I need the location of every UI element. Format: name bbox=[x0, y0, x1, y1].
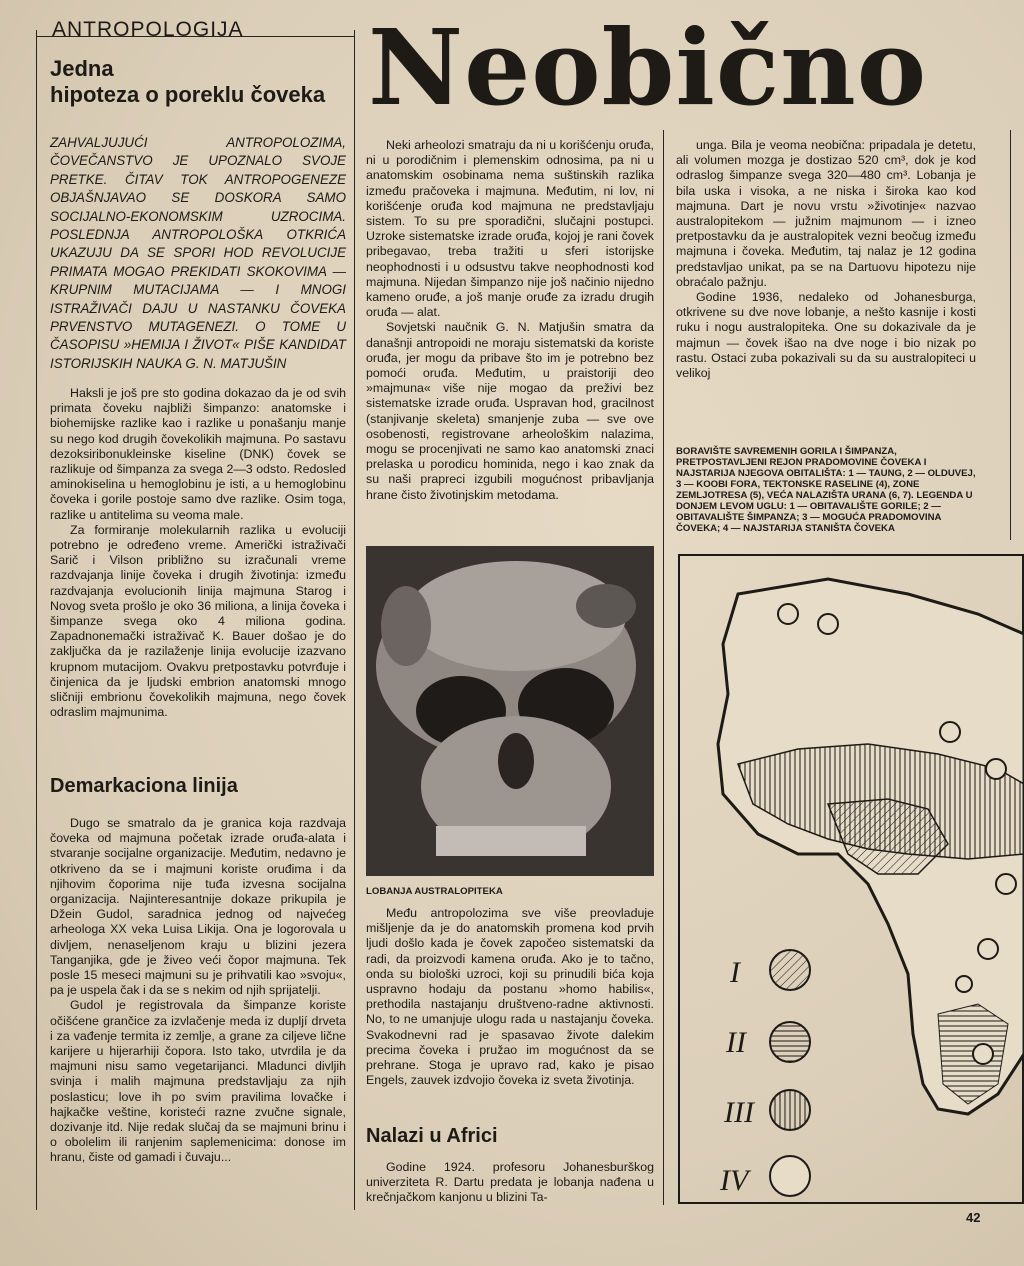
paragraph: Neki arheolozi smatraju da ni u korišćenju oruđa, ni u porodičnim i plemenskim odnosima, pa ni u anatomskim osobinama nema suštinskih razlika između pračoveka i majmuna. Međutim, ni lov, ni korišćenje oruđa kod majmuna ne predstavljaju sistem. To su pre sporadični, slučajni postupci. Uzroke sistematske izrade oruđa, kojoj je rani čovek pribegavao, treba tražiti u sferi istorijske neophodnosti i u odsustvu takve neophodnosti kod majmuna. Nijedan šimpanzo nije još načinio nijedno kameno oruđe, a još manje oruđe za izradu drugih oruđa — alat. bbox=[366, 138, 654, 320]
photo-caption: LOBANJA AUSTRALOPITEKA bbox=[366, 886, 503, 897]
africa-map-svg bbox=[678, 554, 1024, 1204]
column-rule-right bbox=[1010, 130, 1011, 540]
column-rule-2 bbox=[663, 130, 664, 1205]
legend-symbol-4 bbox=[770, 1156, 810, 1196]
column-rule-1 bbox=[354, 30, 355, 1210]
paragraph: Gudol je registrovala da šimpanze koriste očišćene grančice za izvlačenje meda iz dupljí drveta i za vađenje termita iz zemlje, a grane za ciljeve lične karijere u hijerarhiji čopora. Isto tako, utvrdila je da majmuni nisu samo vegetarijanci. Mladunci divljih svinja i malih majmuna predstavljaju za njih poslasticu; love ih po svim pravilima lovačke i hajkačke veštine, koristeći razne zvučne signale, dozivanje itd. Nije redak slučaj da se majmuni brinu i o obolelim ili ranjenim saplemenicima: donose im hranu, čiste od gamadi i čuvaju... bbox=[50, 998, 346, 1165]
column-1b bbox=[50, 816, 346, 1166]
paragraph: Među antropolozima sve više preovladuje mišljenje da je do anatomskih promena kod prvih ljudi došlo kada je čovek započeo sistematski da radi, da proizvodi kamena oruđa. Ako je to tačno, onda su biološki uzroci, koji su prinudili bića koja uspravno hodaju da postanu »homo habilis«, prethodila nastajanju društveno-radne aktivnosti. No, to ne umanjuje ulogu rada u nastajanju čoveka. Svakodnevni rad je spasavao živote dalekim precima čoveka i pružao im mogućnost da se prehrane. Stoga je upravo rad, kako je pisao Engels, zauvek izdvojio čoveka iz sveta životinja. bbox=[366, 906, 654, 1088]
legend-symbol-2 bbox=[770, 1022, 810, 1062]
paragraph: Godine 1936, nedaleko od Johanesburga, otkrivene su dve nove lobanje, a nešto kasnije i kosti ruku i nogu australopiteka. One su dokazivale da je majmun — čovek išao na dve noge i bio nizak po rastu. Ostaci zuba pokazivali su da su australopiteci u velikoj bbox=[676, 290, 976, 381]
section-label: ANTROPOLOGIJA bbox=[52, 18, 244, 41]
paragraph: Za formiranje molekularnih razlika u evoluciji potrebno je određeno vreme. Američki istraživači Sarič i Vilson približno su izračunali vreme razdvajanja linije čoveka i drugih životinja: između razdvajanja evolucionih linija majmuna Starog i Novog sveta prošlo je oko 36 miliona, a linija čoveka i šimpanze svega oko 4 miliona godina. Zapadnonemački istraživač K. Bauer došao je do zaključka da je razilaženje linija evolucije izazvano krupnom mutacijom. Ovakvu pretpostavku potvrđuje i činjenica da je ljudski embrion anatomski mnogo sličniji embrionu čovekolikih majmuna, nego čovek odraslim majmunima. bbox=[50, 522, 346, 720]
skull-photo-image bbox=[366, 546, 654, 876]
headline-small bbox=[50, 56, 350, 108]
column-3 bbox=[676, 138, 976, 381]
africa-map bbox=[678, 554, 1024, 1204]
column-rule-left bbox=[36, 30, 37, 1210]
column-2 bbox=[366, 138, 654, 503]
legend-label-4: IV bbox=[720, 1164, 749, 1197]
legend-label-3: III bbox=[724, 1096, 754, 1129]
map-caption: BORAVIŠTE SAVREMENIH GORILA I ŠIMPANZA, PRETPOSTAVLJENI REJON PRADOMOVINE ČOVEKA I NAJSTARIJA NJEGOVA OBITALIŠTA: 1 — TAUNG, 2 — OLDUVEJ, 3 — KOOBI FORA, TEKTONSKE RASELINE (4), ZONE ZEMLJOTRESA (5), VEĆA NALAZIŠTA URANA (6, 7). LEGENDA U DONJEM LEVOM UGLU: 1 — OBITAVALIŠTE GORILE; 2 — OBITAVALIŠTE ŠIMPANZA; 3 — MOGUĆA PRADOMOVINA ČOVEKA; 4 — NAJSTARIJA STANIŠTA ČOVEKA bbox=[676, 446, 976, 534]
skull-photo bbox=[366, 546, 654, 876]
legend-label-2: II bbox=[726, 1026, 746, 1059]
paragraph: Haksli je još pre sto godina dokazao da je od svih primata čoveku najbliži šimpanzo: anatomske i biohemijske razlike kao i razlike u ponašanju manje su nego kod drugih čovekolikih majmuna. Po sastavu dezoksiribonukleinske kiseline (DNK) čovek se razlikuje od šimpanza za svega 2—3 odsto. Redosled aminokiselina u hemoglobinu je isti, a u hemoglobinu čoveka i gorile postoje samo dve razlike. Osim toga, razlike u antitelima su veoma male. bbox=[50, 386, 346, 522]
headline-big: Neobično bbox=[368, 6, 928, 129]
column-2b bbox=[366, 906, 654, 1088]
column-2c bbox=[366, 1160, 654, 1206]
lead-paragraph: ZAHVALJUJUĆI ANTROPOLOZIMA, ČOVEČANSTVO JE UPOZNALO SVOJE PRETKE. ČITAV TOK ANTROPOGENEZE OBJAŠNJAVAO SE DOSKORA SAMO SOCIJALNO-EKONOMSKIM UZROCIMA. POSLEDNJA ANTROPOLOŠKA OTKRIĆA UKAZUJU DA SE SPORI HOD REVOLUCIJE PRIMATA MOGAO PREKIDATI SKOKOVIMA — KRUPNIM MUTACIJAMA — I MNOGI ISTRAŽIVAČI DAJU U NASTANKU ČOVEKA PRVENSTVO MUTAGENEZI. O TOME U ČASOPISU »HEMIJA I ŽIVOT« PIŠE KANDIDAT ISTORIJSKIH NAUKA G. N. MATJUŠIN bbox=[50, 135, 346, 371]
paragraph: Godine 1924. profesoru Johanesburškog univerziteta R. Dartu predata je lobanja nađena u krečnjačkom kanjonu u blizini Ta- bbox=[366, 1160, 654, 1205]
page-number: 42 bbox=[966, 1210, 981, 1225]
paragraph: unga. Bila je veoma neobična: pripadala je detetu, ali volumen mozga je dostizao 520 cm³, dok je kod odraslog šimpanze svega 320—480 cm³. Lobanja je bila uska i visoka, a ne niska i široka kao kod majmuna. Dart je novu vrstu »životinje« nazvao australopitekom — južnim majmunom — i izneo pretpostavku da je australopitek vezni beočug između majmuna i čoveka. Međutim, taj nalaz je 12 godina predstavljao unikat, pa se na Dartuovu hipotezu nije obraćalo pažnju. bbox=[676, 138, 976, 289]
headline-line-1: Jedna bbox=[50, 56, 114, 81]
legend-symbol-3 bbox=[770, 1090, 810, 1130]
headline-line-2: hipoteza o poreklu čoveka bbox=[50, 82, 326, 107]
paragraph: Dugo se smatralo da je granica koja razdvaja čoveka od majmuna početak izrade oruđa-alata i stvaranje socijalne organizacije. Međutim, nedavno je otkriveno da se i majmuni koriste oruđima i da njihovim čoporima nije tuđa izvesna socijalna organizacija. Najinteresantnije dokaze prikupila je Džein Gudol, saradnica jednog od najvećeg arheologa XX veka Luisa Likija. Ona je logorovala u divljem, nenaseljenom kraju u blizini jezera Tanganjika, gde je živeo veći čopor majmuna. Tek posle 15 meseci majmuni su je prihvatili kao »svoju«, pa je uspela čak i da se s nekim od njih sprijatelji. bbox=[50, 816, 346, 998]
legend-symbol-1 bbox=[770, 950, 810, 990]
legend-label-1: I bbox=[730, 956, 740, 989]
column-1 bbox=[50, 386, 346, 720]
subhead-demarkaciona: Demarkaciona linija bbox=[50, 775, 238, 797]
paragraph: Sovjetski naučnik G. N. Matjušin smatra da današnji antropoidi ne moraju sistematski da koriste oruđa, jer mogu da pribave što im je potrebno bez pomoći oruđa. Međutim, u praistoriji deo »majmuna« više nije mogao da preživi bez sistematske izrade oruđa. Uspravan hod, gracilnost (stanjivanje skeleta) smanjenje zuba — sve ove osobenosti, registrovane arheološkim nalazima, mogu se procenjivati ne samo kao anatomski znaci prelaska u porodicu hominida, nego i kao znak da su naši prapreci izgubili mogućnost pribavljanja hrane čisto životinjskim metodama. bbox=[366, 320, 654, 502]
subhead-africa: Nalazi u Africi bbox=[366, 1125, 498, 1147]
